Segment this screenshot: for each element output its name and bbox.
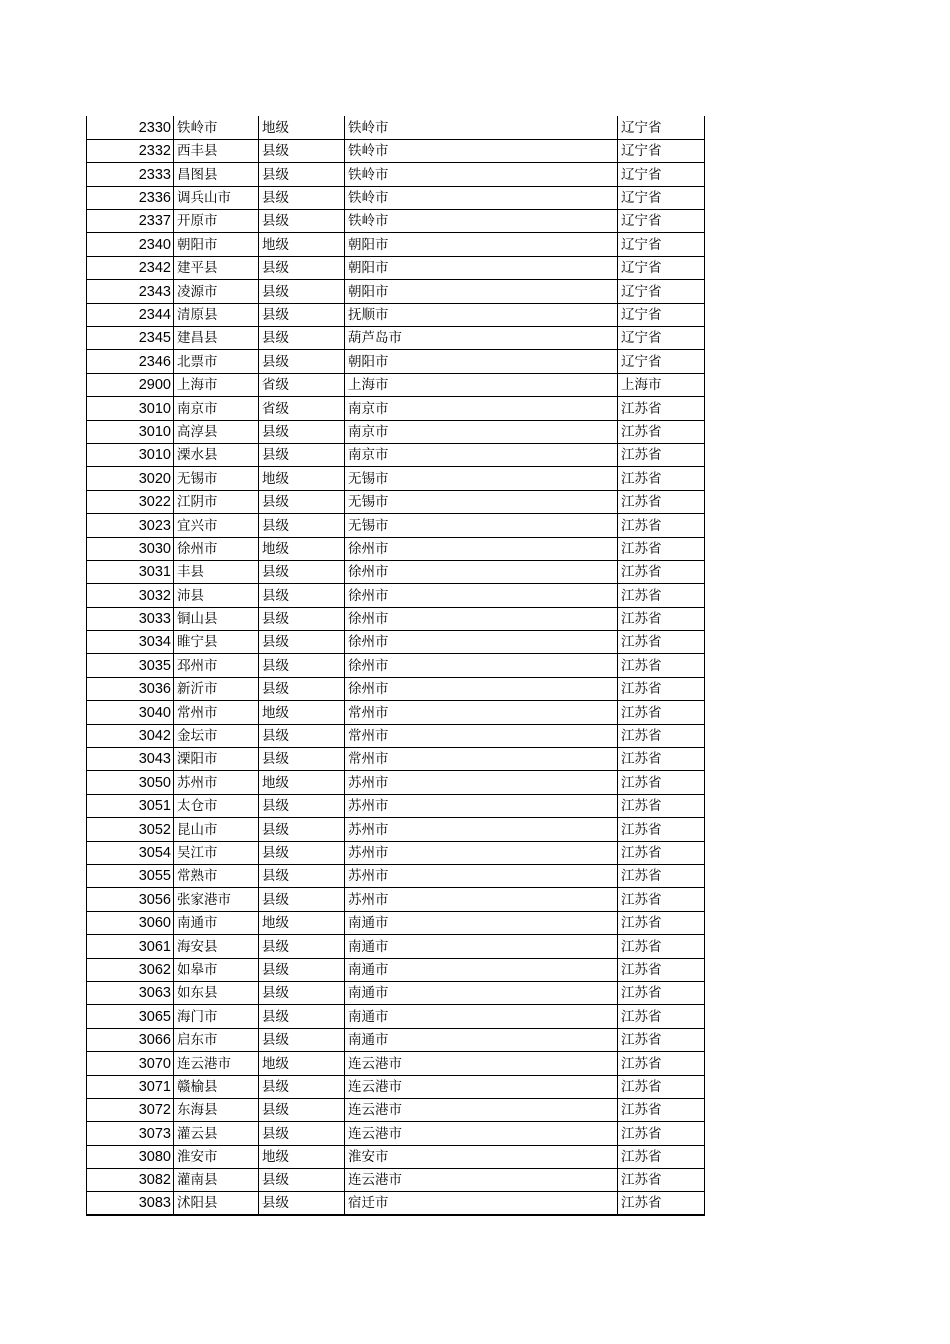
admin-level-cell: 县级 xyxy=(259,888,345,911)
region-name-cell: 昆山市 xyxy=(174,818,259,841)
region-name-cell: 建昌县 xyxy=(174,327,259,350)
region-name-cell: 启东市 xyxy=(174,1028,259,1051)
admin-level-cell: 县级 xyxy=(259,1098,345,1121)
region-code-cell: 3010 xyxy=(87,397,174,420)
region-name-cell: 无锡市 xyxy=(174,467,259,490)
table-row xyxy=(87,701,705,724)
admin-level-cell: 县级 xyxy=(259,1122,345,1145)
parent-city-cell: 徐州市 xyxy=(345,560,618,583)
admin-level-cell: 县级 xyxy=(259,748,345,771)
parent-city-cell: 连云港市 xyxy=(345,1122,618,1145)
parent-city-cell: 无锡市 xyxy=(345,490,618,513)
admin-level-cell: 县级 xyxy=(259,163,345,186)
parent-city-cell: 淮安市 xyxy=(345,1145,618,1168)
province-cell: 辽宁省 xyxy=(618,186,705,209)
admin-level-cell: 县级 xyxy=(259,1192,345,1216)
admin-level-cell: 县级 xyxy=(259,443,345,466)
admin-level-cell: 县级 xyxy=(259,607,345,630)
region-code-cell: 2900 xyxy=(87,373,174,396)
region-code-table xyxy=(86,116,705,1216)
admin-level-cell: 县级 xyxy=(259,210,345,233)
admin-level-cell: 县级 xyxy=(259,303,345,326)
table-row xyxy=(87,841,705,864)
region-code-cell: 3042 xyxy=(87,724,174,747)
table-row xyxy=(87,1122,705,1145)
province-cell: 辽宁省 xyxy=(618,303,705,326)
parent-city-cell: 葫芦岛市 xyxy=(345,327,618,350)
province-cell: 江苏省 xyxy=(618,841,705,864)
table-row xyxy=(87,1145,705,1168)
admin-level-cell: 县级 xyxy=(259,794,345,817)
province-cell: 江苏省 xyxy=(618,607,705,630)
region-code-cell: 3010 xyxy=(87,443,174,466)
admin-level-cell: 县级 xyxy=(259,935,345,958)
admin-level-cell: 县级 xyxy=(259,490,345,513)
parent-city-cell: 朝阳市 xyxy=(345,233,618,256)
admin-level-cell: 地级 xyxy=(259,233,345,256)
region-name-cell: 丰县 xyxy=(174,560,259,583)
region-name-cell: 东海县 xyxy=(174,1098,259,1121)
region-code-cell: 3070 xyxy=(87,1052,174,1075)
table-row xyxy=(87,420,705,443)
admin-level-cell: 地级 xyxy=(259,1052,345,1075)
parent-city-cell: 徐州市 xyxy=(345,677,618,700)
parent-city-cell: 连云港市 xyxy=(345,1169,618,1192)
region-name-cell: 调兵山市 xyxy=(174,186,259,209)
admin-level-cell: 县级 xyxy=(259,865,345,888)
parent-city-cell: 苏州市 xyxy=(345,888,618,911)
table-row xyxy=(87,280,705,303)
region-code-cell: 2340 xyxy=(87,233,174,256)
table-row xyxy=(87,1052,705,1075)
admin-level-cell: 县级 xyxy=(259,1169,345,1192)
region-code-cell: 3083 xyxy=(87,1192,174,1216)
admin-level-cell: 县级 xyxy=(259,631,345,654)
region-name-cell: 常熟市 xyxy=(174,865,259,888)
parent-city-cell: 无锡市 xyxy=(345,467,618,490)
province-cell: 辽宁省 xyxy=(618,280,705,303)
parent-city-cell: 徐州市 xyxy=(345,631,618,654)
province-cell: 江苏省 xyxy=(618,584,705,607)
parent-city-cell: 苏州市 xyxy=(345,865,618,888)
region-code-cell: 3032 xyxy=(87,584,174,607)
table-row xyxy=(87,1098,705,1121)
province-cell: 江苏省 xyxy=(618,654,705,677)
region-code-cell: 3060 xyxy=(87,911,174,934)
province-cell: 辽宁省 xyxy=(618,116,705,139)
region-code-cell: 3022 xyxy=(87,490,174,513)
region-name-cell: 金坛市 xyxy=(174,724,259,747)
region-code-cell: 2344 xyxy=(87,303,174,326)
parent-city-cell: 朝阳市 xyxy=(345,350,618,373)
parent-city-cell: 连云港市 xyxy=(345,1052,618,1075)
province-cell: 江苏省 xyxy=(618,1169,705,1192)
region-code-cell: 2330 xyxy=(87,116,174,139)
region-name-cell: 淮安市 xyxy=(174,1145,259,1168)
table-row xyxy=(87,607,705,630)
region-code-cell: 3050 xyxy=(87,771,174,794)
province-cell: 江苏省 xyxy=(618,1005,705,1028)
region-code-cell: 3040 xyxy=(87,701,174,724)
region-code-cell: 3071 xyxy=(87,1075,174,1098)
table-row xyxy=(87,373,705,396)
table-row xyxy=(87,537,705,560)
region-name-cell: 如皋市 xyxy=(174,958,259,981)
province-cell: 江苏省 xyxy=(618,560,705,583)
province-cell: 辽宁省 xyxy=(618,256,705,279)
region-name-cell: 苏州市 xyxy=(174,771,259,794)
region-name-cell: 灌南县 xyxy=(174,1169,259,1192)
region-code-cell: 3066 xyxy=(87,1028,174,1051)
admin-level-cell: 县级 xyxy=(259,841,345,864)
table-row xyxy=(87,935,705,958)
province-cell: 辽宁省 xyxy=(618,139,705,162)
province-cell: 江苏省 xyxy=(618,467,705,490)
region-code-cell: 3056 xyxy=(87,888,174,911)
table-row xyxy=(87,116,705,139)
region-code-cell: 3035 xyxy=(87,654,174,677)
table-row xyxy=(87,327,705,350)
region-name-cell: 太仓市 xyxy=(174,794,259,817)
region-code-cell: 2332 xyxy=(87,139,174,162)
table-row xyxy=(87,467,705,490)
parent-city-cell: 常州市 xyxy=(345,701,618,724)
region-code-cell: 3051 xyxy=(87,794,174,817)
province-cell: 江苏省 xyxy=(618,1052,705,1075)
province-cell: 辽宁省 xyxy=(618,350,705,373)
province-cell: 江苏省 xyxy=(618,888,705,911)
parent-city-cell: 朝阳市 xyxy=(345,256,618,279)
admin-level-cell: 县级 xyxy=(259,420,345,443)
parent-city-cell: 苏州市 xyxy=(345,841,618,864)
table-row xyxy=(87,1169,705,1192)
region-name-cell: 西丰县 xyxy=(174,139,259,162)
table-row xyxy=(87,865,705,888)
table-row xyxy=(87,958,705,981)
parent-city-cell: 铁岭市 xyxy=(345,210,618,233)
table-row xyxy=(87,233,705,256)
region-code-cell: 3055 xyxy=(87,865,174,888)
admin-level-cell: 县级 xyxy=(259,654,345,677)
parent-city-cell: 苏州市 xyxy=(345,771,618,794)
province-cell: 辽宁省 xyxy=(618,327,705,350)
admin-level-cell: 县级 xyxy=(259,186,345,209)
region-name-cell: 北票市 xyxy=(174,350,259,373)
table-row xyxy=(87,748,705,771)
table-row xyxy=(87,256,705,279)
region-code-cell: 3080 xyxy=(87,1145,174,1168)
province-cell: 江苏省 xyxy=(618,818,705,841)
parent-city-cell: 南通市 xyxy=(345,935,618,958)
table-row xyxy=(87,771,705,794)
parent-city-cell: 徐州市 xyxy=(345,584,618,607)
region-code-cell: 2336 xyxy=(87,186,174,209)
region-name-cell: 张家港市 xyxy=(174,888,259,911)
province-cell: 江苏省 xyxy=(618,748,705,771)
region-code-cell: 3061 xyxy=(87,935,174,958)
region-code-cell: 2346 xyxy=(87,350,174,373)
parent-city-cell: 朝阳市 xyxy=(345,280,618,303)
parent-city-cell: 南京市 xyxy=(345,420,618,443)
admin-level-cell: 地级 xyxy=(259,701,345,724)
region-name-cell: 铁岭市 xyxy=(174,116,259,139)
region-name-cell: 南通市 xyxy=(174,911,259,934)
province-cell: 辽宁省 xyxy=(618,210,705,233)
region-code-cell: 3033 xyxy=(87,607,174,630)
region-name-cell: 如东县 xyxy=(174,981,259,1004)
parent-city-cell: 南京市 xyxy=(345,443,618,466)
table-row xyxy=(87,139,705,162)
table-row xyxy=(87,911,705,934)
province-cell: 江苏省 xyxy=(618,771,705,794)
region-code-cell: 3062 xyxy=(87,958,174,981)
province-cell: 江苏省 xyxy=(618,1098,705,1121)
region-name-cell: 徐州市 xyxy=(174,537,259,560)
region-code-cell: 3072 xyxy=(87,1098,174,1121)
province-cell: 江苏省 xyxy=(618,865,705,888)
admin-level-cell: 县级 xyxy=(259,584,345,607)
parent-city-cell: 连云港市 xyxy=(345,1075,618,1098)
region-code-cell: 3036 xyxy=(87,677,174,700)
province-cell: 江苏省 xyxy=(618,958,705,981)
parent-city-cell: 苏州市 xyxy=(345,818,618,841)
region-name-cell: 海门市 xyxy=(174,1005,259,1028)
province-cell: 辽宁省 xyxy=(618,233,705,256)
table-row xyxy=(87,631,705,654)
parent-city-cell: 南通市 xyxy=(345,958,618,981)
region-name-cell: 灌云县 xyxy=(174,1122,259,1145)
region-name-cell: 赣榆县 xyxy=(174,1075,259,1098)
region-name-cell: 连云港市 xyxy=(174,1052,259,1075)
region-name-cell: 睢宁县 xyxy=(174,631,259,654)
table-row xyxy=(87,443,705,466)
province-cell: 江苏省 xyxy=(618,514,705,537)
province-cell: 江苏省 xyxy=(618,537,705,560)
region-name-cell: 溧阳市 xyxy=(174,748,259,771)
admin-level-cell: 县级 xyxy=(259,350,345,373)
region-code-cell: 2343 xyxy=(87,280,174,303)
province-cell: 江苏省 xyxy=(618,1075,705,1098)
parent-city-cell: 铁岭市 xyxy=(345,139,618,162)
region-name-cell: 沭阳县 xyxy=(174,1192,259,1216)
region-name-cell: 铜山县 xyxy=(174,607,259,630)
admin-level-cell: 地级 xyxy=(259,911,345,934)
province-cell: 江苏省 xyxy=(618,1145,705,1168)
province-cell: 辽宁省 xyxy=(618,163,705,186)
region-name-cell: 溧水县 xyxy=(174,443,259,466)
table-row xyxy=(87,818,705,841)
province-cell: 江苏省 xyxy=(618,443,705,466)
parent-city-cell: 抚顺市 xyxy=(345,303,618,326)
admin-level-cell: 县级 xyxy=(259,560,345,583)
province-cell: 江苏省 xyxy=(618,420,705,443)
province-cell: 江苏省 xyxy=(618,911,705,934)
parent-city-cell: 宿迁市 xyxy=(345,1192,618,1216)
parent-city-cell: 连云港市 xyxy=(345,1098,618,1121)
admin-level-cell: 地级 xyxy=(259,537,345,560)
parent-city-cell: 南通市 xyxy=(345,981,618,1004)
admin-level-cell: 县级 xyxy=(259,677,345,700)
parent-city-cell: 南京市 xyxy=(345,397,618,420)
table-row xyxy=(87,560,705,583)
admin-level-cell: 地级 xyxy=(259,467,345,490)
table-row xyxy=(87,514,705,537)
table-row xyxy=(87,397,705,420)
admin-level-cell: 县级 xyxy=(259,327,345,350)
region-name-cell: 南京市 xyxy=(174,397,259,420)
parent-city-cell: 徐州市 xyxy=(345,537,618,560)
admin-level-cell: 县级 xyxy=(259,256,345,279)
table-row xyxy=(87,1192,705,1216)
admin-level-cell: 地级 xyxy=(259,771,345,794)
parent-city-cell: 徐州市 xyxy=(345,654,618,677)
region-code-cell: 3052 xyxy=(87,818,174,841)
table-row xyxy=(87,1005,705,1028)
region-name-cell: 江阴市 xyxy=(174,490,259,513)
region-code-cell: 3020 xyxy=(87,467,174,490)
parent-city-cell: 常州市 xyxy=(345,748,618,771)
region-code-cell: 3030 xyxy=(87,537,174,560)
parent-city-cell: 铁岭市 xyxy=(345,116,618,139)
admin-level-cell: 县级 xyxy=(259,1028,345,1051)
admin-level-cell: 县级 xyxy=(259,724,345,747)
province-cell: 江苏省 xyxy=(618,677,705,700)
admin-level-cell: 县级 xyxy=(259,958,345,981)
region-code-cell: 2345 xyxy=(87,327,174,350)
region-code-cell: 3082 xyxy=(87,1169,174,1192)
region-name-cell: 清原县 xyxy=(174,303,259,326)
province-cell: 江苏省 xyxy=(618,794,705,817)
admin-level-cell: 省级 xyxy=(259,373,345,396)
admin-level-cell: 县级 xyxy=(259,139,345,162)
region-name-cell: 建平县 xyxy=(174,256,259,279)
table-row xyxy=(87,981,705,1004)
region-name-cell: 海安县 xyxy=(174,935,259,958)
region-code-cell: 3034 xyxy=(87,631,174,654)
region-name-cell: 常州市 xyxy=(174,701,259,724)
parent-city-cell: 常州市 xyxy=(345,724,618,747)
province-cell: 江苏省 xyxy=(618,935,705,958)
region-code-cell: 3010 xyxy=(87,420,174,443)
region-name-cell: 吴江市 xyxy=(174,841,259,864)
province-cell: 江苏省 xyxy=(618,981,705,1004)
region-name-cell: 邳州市 xyxy=(174,654,259,677)
region-code-cell: 3073 xyxy=(87,1122,174,1145)
parent-city-cell: 徐州市 xyxy=(345,607,618,630)
region-code-cell: 3043 xyxy=(87,748,174,771)
region-code-cell: 3031 xyxy=(87,560,174,583)
region-name-cell: 开原市 xyxy=(174,210,259,233)
province-cell: 江苏省 xyxy=(618,724,705,747)
table-row xyxy=(87,654,705,677)
province-cell: 江苏省 xyxy=(618,1192,705,1216)
table-row xyxy=(87,210,705,233)
admin-level-cell: 县级 xyxy=(259,981,345,1004)
parent-city-cell: 苏州市 xyxy=(345,794,618,817)
table-row xyxy=(87,584,705,607)
region-name-cell: 凌源市 xyxy=(174,280,259,303)
province-cell: 江苏省 xyxy=(618,397,705,420)
region-name-cell: 上海市 xyxy=(174,373,259,396)
table-row xyxy=(87,888,705,911)
table-row xyxy=(87,794,705,817)
region-code-cell: 2342 xyxy=(87,256,174,279)
table-row xyxy=(87,724,705,747)
table-row xyxy=(87,1028,705,1051)
table-row xyxy=(87,1075,705,1098)
table-row xyxy=(87,303,705,326)
admin-level-cell: 县级 xyxy=(259,1075,345,1098)
province-cell: 上海市 xyxy=(618,373,705,396)
admin-level-cell: 地级 xyxy=(259,116,345,139)
table-row xyxy=(87,677,705,700)
admin-level-cell: 县级 xyxy=(259,280,345,303)
region-code-cell: 3023 xyxy=(87,514,174,537)
parent-city-cell: 南通市 xyxy=(345,1005,618,1028)
region-code-cell: 2337 xyxy=(87,210,174,233)
province-cell: 江苏省 xyxy=(618,631,705,654)
admin-level-cell: 省级 xyxy=(259,397,345,420)
parent-city-cell: 铁岭市 xyxy=(345,186,618,209)
region-name-cell: 沛县 xyxy=(174,584,259,607)
admin-level-cell: 县级 xyxy=(259,818,345,841)
province-cell: 江苏省 xyxy=(618,1122,705,1145)
admin-level-cell: 地级 xyxy=(259,1145,345,1168)
region-code-cell: 2333 xyxy=(87,163,174,186)
region-code-table-container xyxy=(86,116,704,1216)
parent-city-cell: 南通市 xyxy=(345,1028,618,1051)
region-code-cell: 3054 xyxy=(87,841,174,864)
table-row xyxy=(87,186,705,209)
region-name-cell: 新沂市 xyxy=(174,677,259,700)
region-name-cell: 宜兴市 xyxy=(174,514,259,537)
admin-level-cell: 县级 xyxy=(259,514,345,537)
parent-city-cell: 无锡市 xyxy=(345,514,618,537)
table-row xyxy=(87,163,705,186)
admin-level-cell: 县级 xyxy=(259,1005,345,1028)
region-code-cell: 3063 xyxy=(87,981,174,1004)
province-cell: 江苏省 xyxy=(618,1028,705,1051)
table-body xyxy=(87,116,705,1215)
province-cell: 江苏省 xyxy=(618,701,705,724)
table-row xyxy=(87,490,705,513)
table-row xyxy=(87,350,705,373)
province-cell: 江苏省 xyxy=(618,490,705,513)
region-name-cell: 昌图县 xyxy=(174,163,259,186)
parent-city-cell: 上海市 xyxy=(345,373,618,396)
region-name-cell: 朝阳市 xyxy=(174,233,259,256)
region-name-cell: 高淳县 xyxy=(174,420,259,443)
parent-city-cell: 南通市 xyxy=(345,911,618,934)
parent-city-cell: 铁岭市 xyxy=(345,163,618,186)
region-code-cell: 3065 xyxy=(87,1005,174,1028)
